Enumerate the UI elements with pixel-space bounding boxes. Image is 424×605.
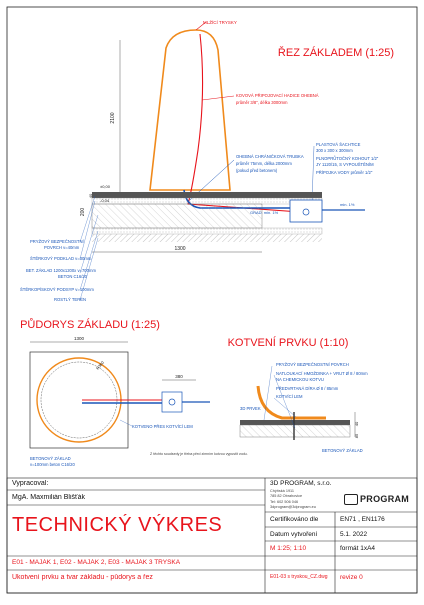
k-dim-h2: 85 <box>354 433 359 439</box>
k-label-thread: NATLOUKACÍ HMOŽDINKA + VRUT Ø 8 / 80mm <box>276 371 368 376</box>
label-water: PŘÍPOJKA VODY průměr 1/2" <box>316 170 373 175</box>
format-value: formát 1xA4 <box>340 545 376 552</box>
certified-label: Certifikováno dle <box>270 516 319 523</box>
label-hose: KOVOVÁ PŘIPOJOVACÍ HADICE OHEBNÁ <box>236 93 319 98</box>
label-nozzles: MLŽÍCÍ TRYSKY <box>203 20 237 25</box>
gravel-bed <box>92 228 322 234</box>
plan-title: PŮDORYS ZÁKLADU (1:25) <box>20 319 160 331</box>
safety-surface-layer <box>92 192 322 198</box>
company-addr2: 785 82 Obrahovice <box>270 494 303 498</box>
slope-2: min. 1% <box>340 202 355 207</box>
plan-view <box>20 318 210 467</box>
author-name: MgA. Maxmilián Blišťák <box>12 494 86 501</box>
k-label-chem: NA CHEMICKOU KOTVU <box>276 377 324 382</box>
dim-height: 2100 <box>110 112 116 124</box>
plan-anchor-note: KOTVENO PŘES KOTVÍCÍ LEM <box>132 424 193 429</box>
file-name: E01-03 s tryskou_CZ.dwg <box>270 574 328 580</box>
company-email: 3dprogram@3dprogram.eu <box>270 505 316 509</box>
plan-well <box>162 392 182 412</box>
anchor-title: KOTVENÍ PRVKU (1:10) <box>227 337 349 349</box>
company-tel: Tel: 602 506 046 <box>270 500 299 504</box>
label-tube: OHEBNÁ CHRÁNIČKOVÁ TRUBKA <box>236 154 304 159</box>
revision: revize 0 <box>340 574 363 581</box>
drawing-description: Ukotvení prvku a tvar základu - půdorys a řez <box>12 574 153 581</box>
title-block-grid <box>7 478 417 593</box>
company-addr1: Chýňská 1911 <box>270 489 294 493</box>
date-value: 5.1. 2022 <box>340 531 368 538</box>
drawing-subtitle: E01 - MAJÁK 1, E02 - MAJÁK 2, E03 - MAJÁK 3 TRYSKA <box>12 559 181 566</box>
dim-d1: 40 <box>88 193 93 199</box>
label-hose-spec: průměr 3/8", délka 3000mm <box>236 100 288 105</box>
certified-value: EN71 , EN1176 <box>340 516 385 523</box>
plan-base-note: BETONOVÝ ZÁKLAD <box>30 456 71 461</box>
slope-1: GRAD. min. 1% <box>250 210 279 215</box>
label-concrete2: BETON C16/20 <box>58 274 88 279</box>
concrete-base <box>92 204 262 228</box>
label-valve-spec: JY 1120/15, S VYPOUŠTĚNÍM <box>316 162 374 167</box>
label-valve: PLNOPRŮTOČNÝ KOHOUT 1/2" <box>316 156 379 161</box>
k-concrete <box>240 425 350 437</box>
label-gravel-bed: ŠTĚRKOPÍSKOVÝ PODSYP v=100mm <box>20 287 94 292</box>
company-name: 3D PROGRAM, s.r.o. <box>270 480 332 487</box>
anchor-detail <box>228 336 369 453</box>
k-label-base: BETONOVÝ ZÁKLAD <box>322 448 363 453</box>
plan-dim-small: 380 <box>175 374 183 379</box>
level-2: -0,04 <box>100 198 110 203</box>
level-1: ±0,00 <box>100 184 110 189</box>
section-view <box>20 18 394 302</box>
label-well: PLASTOVÁ ŠACHTICE <box>316 142 361 147</box>
label-gravel: ŠTĚRKOVÝ PODKLAD v=30mm <box>30 256 92 261</box>
scale-value: M 1:25; 1:10 <box>270 545 307 552</box>
label-tube-note: (pokud před betonem) <box>236 168 278 173</box>
lighthouse-outline <box>150 30 230 190</box>
lift-note: Z těchto soudsedy je třeba před zimním kotvou vypustit vodu. <box>150 452 248 456</box>
plastic-well <box>290 200 322 222</box>
label-safety2: POVRCH v=40mm <box>44 245 80 250</box>
client-label: Vypracoval: <box>12 480 49 487</box>
label-soil: ROSTLÝ TERÉN <box>54 297 87 302</box>
drawing-title: TECHNICKÝ VÝKRES <box>12 514 223 536</box>
soil <box>92 234 322 242</box>
k-label-element: 3D PRVEK <box>240 406 261 411</box>
k-label-drill: PŘEDVRTANÁ DÍRA Ø 8 / 85mm <box>276 386 339 391</box>
logo-text: PROGRAM <box>360 494 410 504</box>
label-well-spec: 300 x 300 x 300mm <box>316 148 353 153</box>
label-safety: PRYŽOVÝ BEZPEČNOSTNÍ <box>30 239 84 244</box>
section-title: ŘEZ ZÁKLADEM (1:25) <box>277 47 395 59</box>
k-dim-h1: 40 <box>354 421 359 427</box>
date-label: Datum vytvoření <box>270 531 318 538</box>
dim-width-section: 1300 <box>174 246 186 252</box>
label-tube-spec: průměr 75mm, délka 2000mm <box>236 161 292 166</box>
dim-depth: 200 <box>80 207 86 217</box>
k-label-flange: KOTVÍCÍ LEM <box>276 394 303 399</box>
plan-radius: R360 <box>94 360 105 371</box>
gravel-layer <box>92 198 322 204</box>
k-label-safety: PRYŽOVÝ BEZPEČNOSTNÍ POVRCH <box>276 362 349 367</box>
plan-base-spec: v=100mm beton C16/20 <box>30 462 75 467</box>
dim-width-plan: 1300 <box>73 336 85 341</box>
label-concrete: BET. ZÁKLAD 1200x1200x v=700mm <box>26 268 96 273</box>
k-safety-surface <box>240 420 350 425</box>
